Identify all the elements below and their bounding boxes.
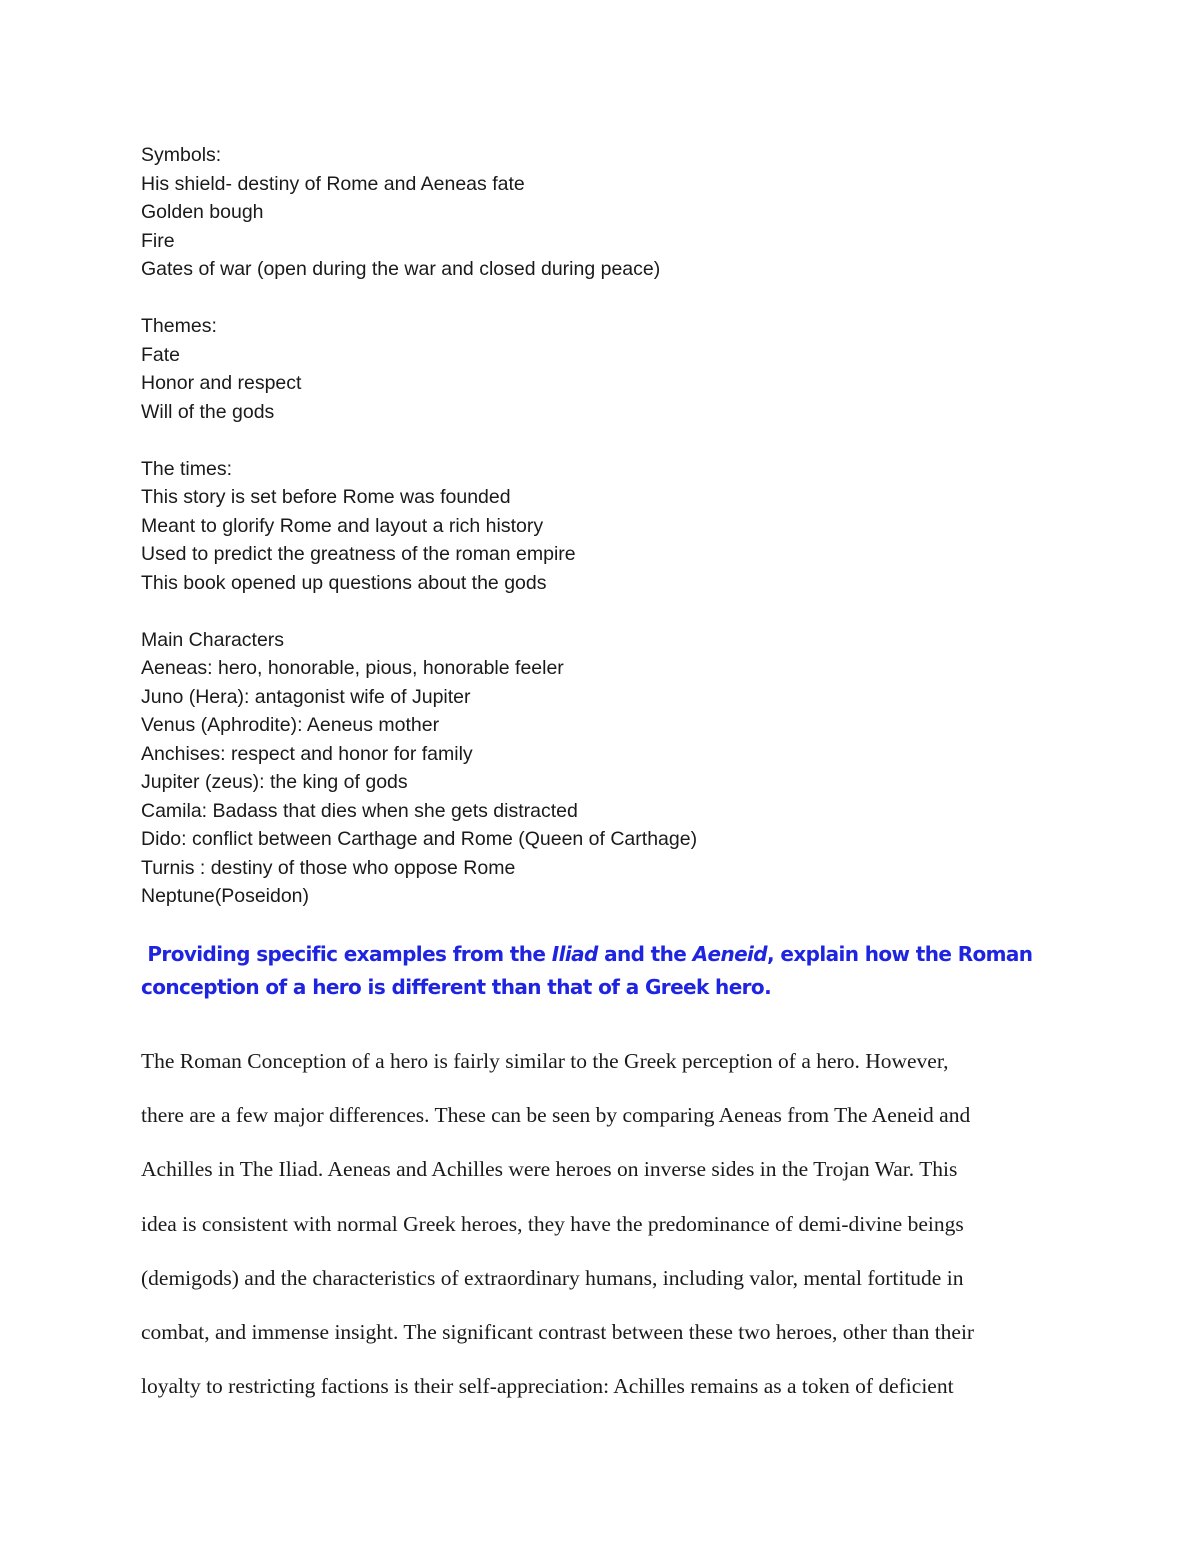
character-item: Anchises: respect and honor for family bbox=[141, 742, 473, 765]
essay-line: (demigods) and the characteristics of extraordinary humans, including valor, mental fortitude in bbox=[141, 1265, 964, 1290]
theme-item: Will of the gods bbox=[141, 400, 275, 423]
essay-line: Achilles in The Iliad. Aeneas and Achilles were heroes on inverse sides in the Trojan War. This bbox=[141, 1157, 958, 1182]
blank-line bbox=[141, 597, 1101, 626]
prompt-text: Providing specific examples from the bbox=[147, 942, 552, 966]
essay-line: loyalty to restricting factions is their self-appreciation: Achilles remains as a token of deficient bbox=[141, 1374, 954, 1399]
prompt-text: and the bbox=[597, 942, 693, 966]
prompt-title-aeneid: Aeneid bbox=[692, 942, 768, 966]
symbol-item: His shield- destiny of Rome and Aeneas fate bbox=[141, 172, 525, 195]
essay-line: there are a few major differences. These can be seen by comparing Aeneas from The Aeneid and bbox=[141, 1103, 971, 1128]
symbol-item: Gates of war (open during the war and closed during peace) bbox=[141, 258, 661, 280]
symbol-item: Golden bough bbox=[141, 201, 264, 223]
character-item: Venus (Aphrodite): Aeneus mother bbox=[141, 714, 440, 736]
prompt-line-1 bbox=[141, 938, 1081, 971]
symbol-item: Fire bbox=[141, 229, 175, 252]
character-item: Aeneas: hero, honorable, pious, honorable feeler bbox=[141, 657, 564, 679]
prompt-title-iliad: Iliad bbox=[551, 942, 598, 966]
theme-item: Honor and respect bbox=[141, 372, 302, 394]
symbols-heading: Symbols: bbox=[141, 144, 222, 166]
essay-prompt bbox=[141, 938, 1081, 1004]
prompt-text: , explain how the Roman bbox=[767, 942, 1033, 966]
essay-line: combat, and immense insight. The significant contrast between these two heroes, other than their bbox=[141, 1319, 975, 1344]
essay-body bbox=[141, 1034, 1071, 1413]
study-notes bbox=[141, 141, 1101, 911]
prompt-line-2: conception of a hero is different than that of a Greek hero. bbox=[141, 975, 772, 999]
characters-heading: Main Characters bbox=[141, 628, 285, 651]
essay-line: The Roman Conception of a hero is fairly similar to the Greek perception of a hero. However, bbox=[141, 1049, 949, 1073]
blank-line bbox=[141, 284, 1101, 313]
times-item: This book opened up questions about the gods bbox=[141, 571, 547, 594]
essay-line: idea is consistent with normal Greek heroes, they have the predominance of demi-divine beings bbox=[141, 1211, 964, 1236]
character-item: Neptune(Poseidon) bbox=[141, 885, 310, 907]
times-item: Meant to glorify Rome and layout a rich history bbox=[141, 514, 544, 537]
times-item: This story is set before Rome was founded bbox=[141, 486, 511, 508]
blank-line bbox=[141, 426, 1101, 455]
theme-item: Fate bbox=[141, 343, 181, 366]
times-heading: The times: bbox=[141, 457, 233, 480]
character-item: Jupiter (zeus): the king of gods bbox=[141, 771, 408, 793]
character-item: Juno (Hera): antagonist wife of Jupiter bbox=[141, 685, 471, 708]
character-item: Dido: conflict between Carthage and Rome (Queen of Carthage) bbox=[141, 828, 698, 850]
themes-heading: Themes: bbox=[141, 315, 217, 337]
character-item: Turnis : destiny of those who oppose Rome bbox=[141, 856, 516, 879]
times-item: Used to predict the greatness of the roman empire bbox=[141, 543, 576, 565]
character-item: Camila: Badass that dies when she gets distracted bbox=[141, 799, 578, 822]
